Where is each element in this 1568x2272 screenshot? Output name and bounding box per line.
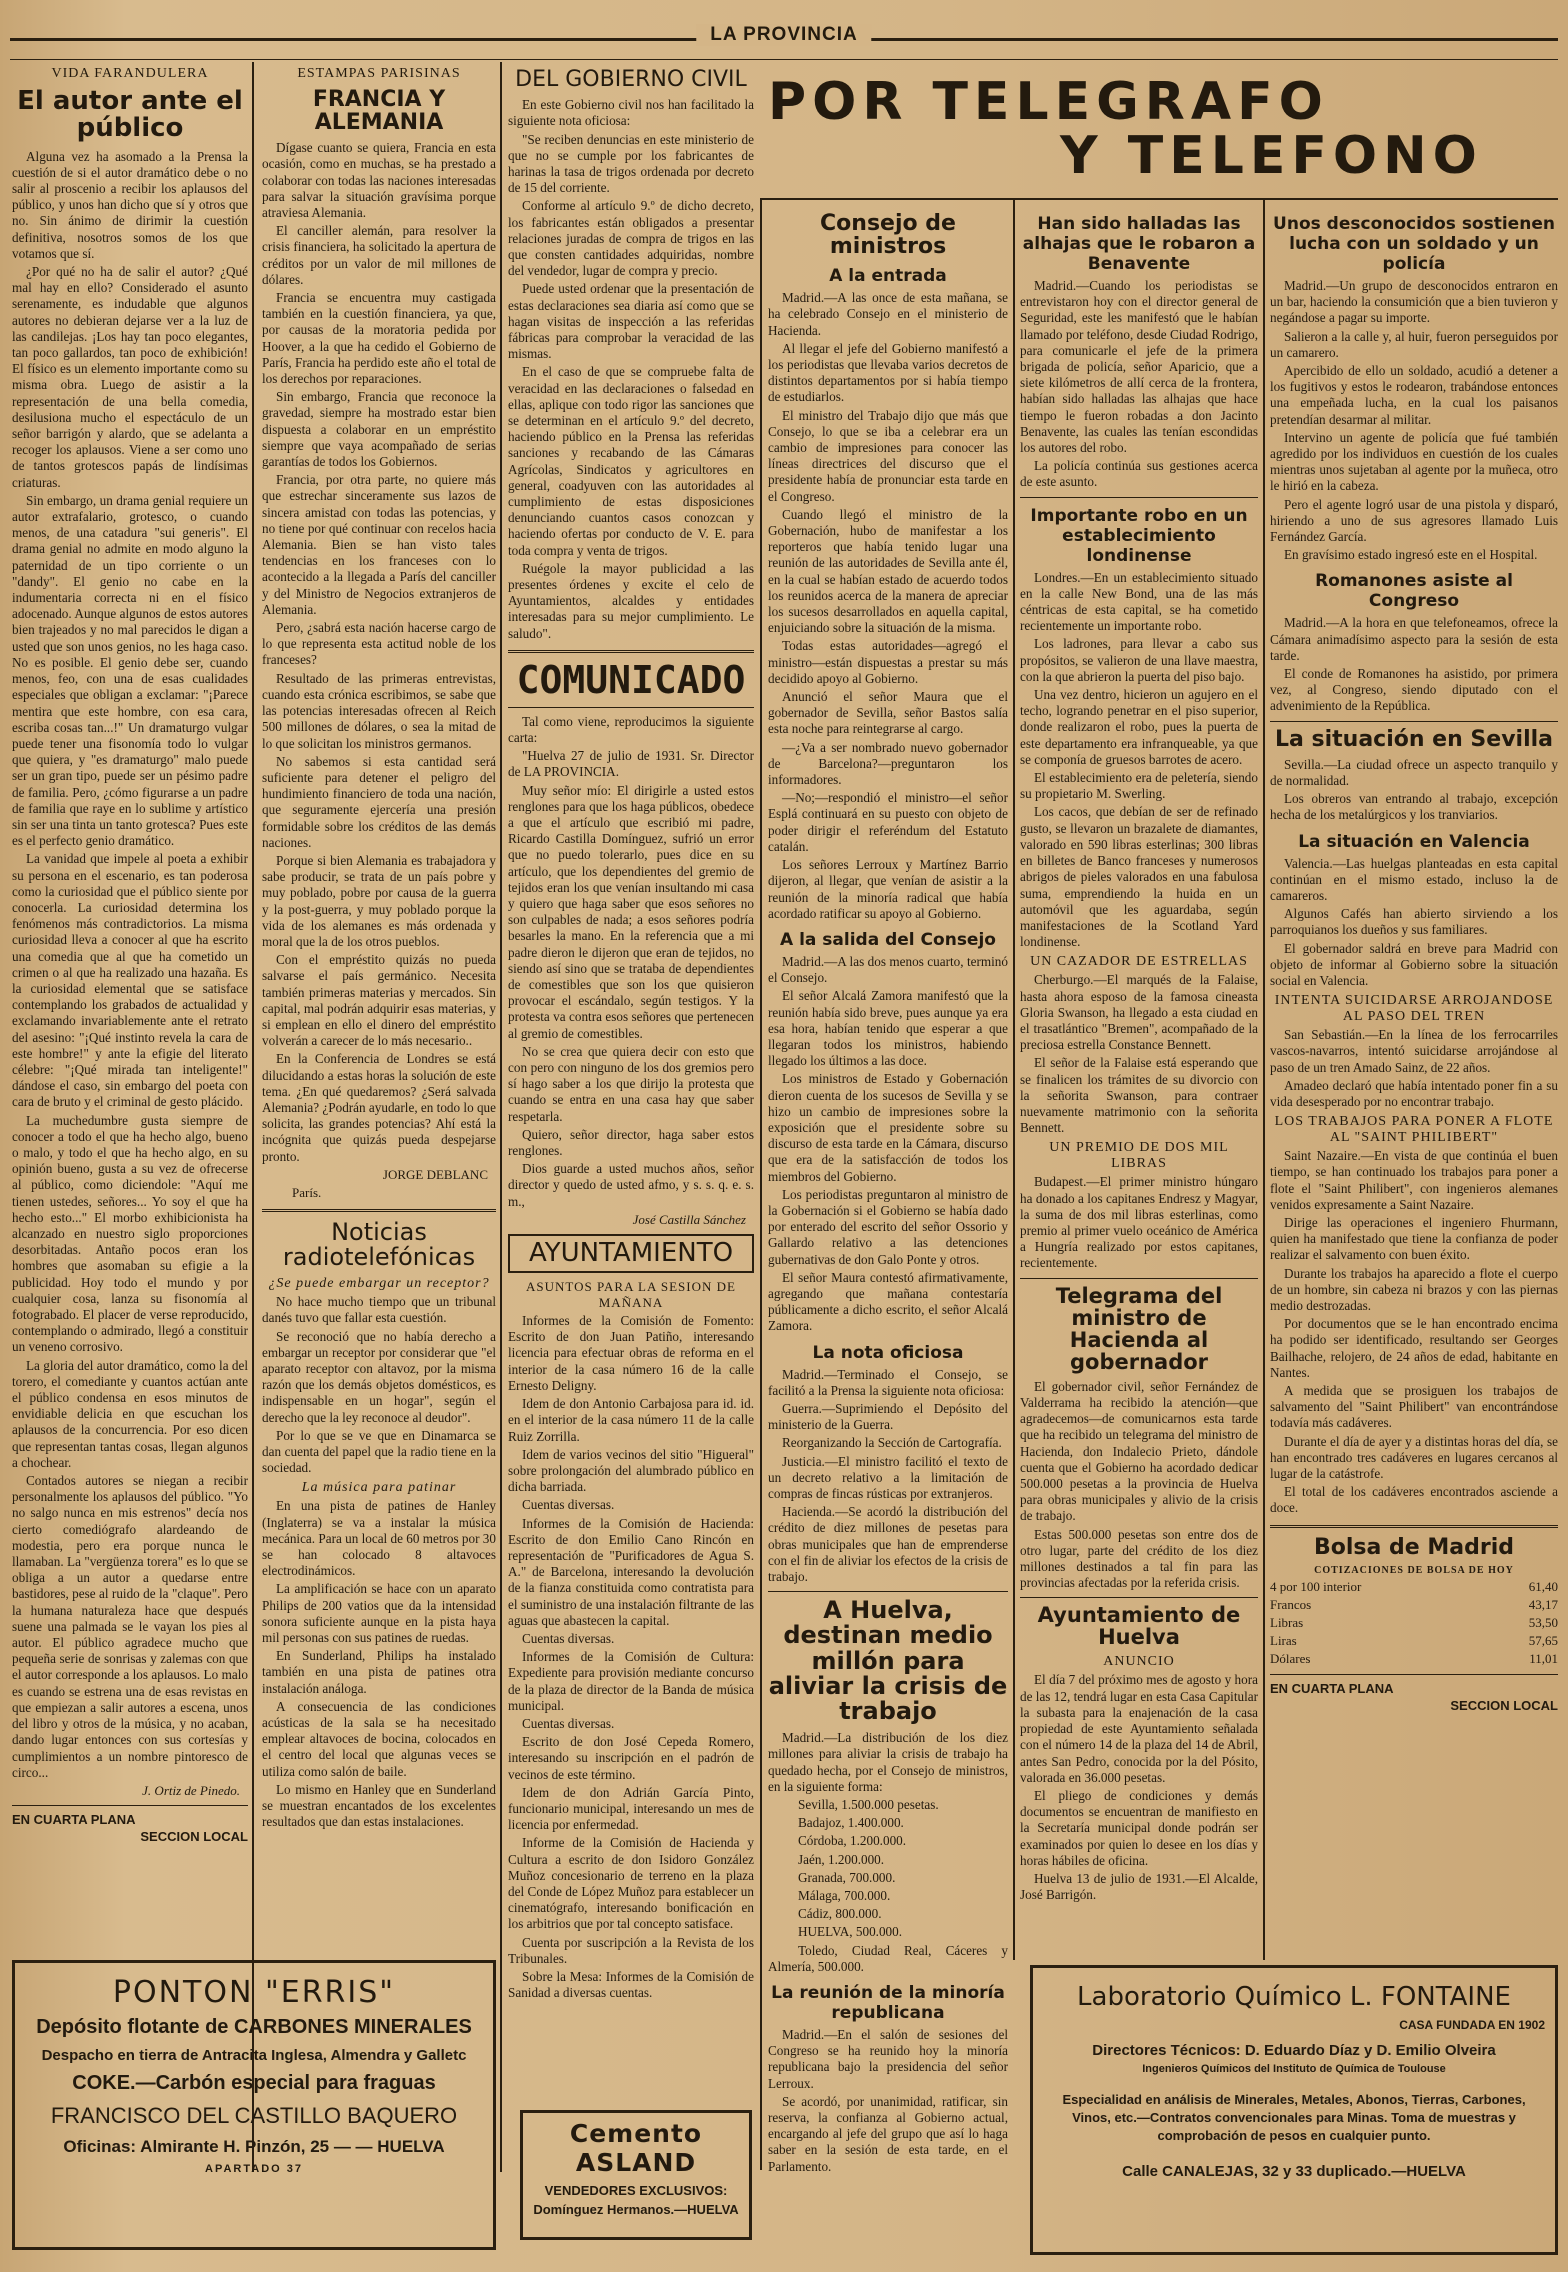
article-headline: COMUNICADO	[516, 657, 746, 702]
paragraph: Francia, por otra parte, no quiere más que estrechar sinceramente sus lazos de sincera amistad con todas las potencias, y no tiene por qué continuar con recelos hacia Alemania. Bien se han visto tales tendencias en los franceses con lo acontecido a la llegada a París del canciller y del Ministro de Negocios extranjeros de Alemania.	[262, 472, 496, 617]
list-item: Granada, 700.000.	[798, 1869, 896, 1885]
paragraph: Salieron a la calle y, al huir, fueron perseguidos por un camarero.	[1270, 328, 1558, 360]
paragraph: Huelva 13 de julio de 1931.—El Alcalde, José Barrigón.	[1020, 1870, 1258, 1903]
paragraph: —No;—respondió el ministro—el señor Esplá continuará en su puesto con objeto de poder dirigir el referéndum del Estatuto catalán.	[768, 790, 1008, 854]
article-signature: JORGE DEBLANC	[382, 1166, 488, 1182]
paragraph: Puede usted ordenar que la presentación de estas declaraciones sea diaria así como que se hagan visitas de inspección a las referidas fábricas para comprobar la veracidad de las mismas.	[508, 281, 754, 362]
paragraph: Los cacos, que debían de ser de refinado gusto, se llevaron un brazalete de diamantes, valorado en 590 libras esterlinas; 300 libras en billetes de Banco franceses y numerosos abrigos de pieles valorados en una fabulosa suma, emprendiendo la huida en un automóvil que les aguardaba, según manifestaciones de la Scotland Yard londinense.	[1020, 804, 1258, 950]
paragraph: Madrid.—A las once de esta mañana, se ha celebrado Consejo en el ministerio de Hacienda.	[768, 290, 1008, 338]
table-cell: 53,50	[1528, 1614, 1558, 1630]
divider	[768, 1591, 1008, 1592]
paragraph: Por lo que se ve que en Dinamarca se dan cuenta del papel que la radio tiene en la sociedad.	[262, 1427, 496, 1476]
table-cell: Dólares	[1270, 1650, 1311, 1666]
masthead-title: LA PROVINCIA	[696, 24, 871, 46]
ayuntamiento-box	[508, 1234, 754, 1273]
paragraph: La amplificación se hace con un aparato Philips de 200 vatios que da la intensidad sonora suficiente aunque en la pista haya mil personas con sus patines de ruedas.	[262, 1581, 496, 1646]
paragraph: Apercibido de ello un soldado, acudió a detener a los fugitivos y estos le rodearon, trabándose entonces una empeñada lucha, en la cual los paisanos pretendían desarmar al militar.	[1270, 363, 1558, 427]
paragraph: No sabemos si esta cantidad será suficiente para detener el peligro del hundimiento financiero de toda una nación, que seguramente ejercería una presión formidable sobre los créditos de las demás naciones.	[262, 753, 496, 850]
paragraph: Amadeo declaró que había intentado poner fin a su vida desesperado por no encontrar trabajo.	[1270, 1077, 1558, 1110]
divider	[508, 650, 754, 653]
advert-line: Domínguez Hermanos.—HUELVA	[533, 2202, 739, 2217]
paragraph: Cuentas diversas.	[522, 1715, 615, 1731]
paragraph: En este Gobierno civil nos han facilitado la siguiente nota oficiosa:	[508, 97, 754, 129]
paragraph: La gloria del autor dramático, como la del torero, el comediante y cuantos actúan ante el público condensa en esos minutos de envidiable delicia en que escuchan los aplausos de la concurrencia. Por eso dicen que representan tantas cosas, llegan algunos a chochear.	[12, 1357, 248, 1470]
paragraph: Sevilla.—La ciudad ofrece un aspecto tranquilo y de normalidad.	[1270, 756, 1558, 788]
article-signature: José Castilla Sánchez	[632, 1211, 746, 1227]
divider	[1020, 497, 1258, 498]
article-headline: El autor ante el público	[17, 86, 243, 144]
paragraph: Los ladrones, para llevar a cabo sus propósitos, se valieron de una llave maestra, con la que abrieron la puerta del piso bajo.	[1020, 636, 1258, 684]
advert-laboratorio-fontaine	[1030, 1965, 1558, 2255]
paragraph: Al llegar el jefe del Gobierno manifestó a los periodistas que llevaba varios decretos de distintos departamentos por si había tiempo de estudiarlos.	[768, 340, 1008, 405]
article-headline: INTENTA SUICIDARSE ARROJANDOSE AL PASO DEL TREN	[1274, 993, 1554, 1025]
banner-line: Y TELEFONO	[1060, 126, 1483, 186]
advert-line: APARTADO 37	[205, 2163, 303, 2175]
article-headline: AYUNTAMIENTO	[528, 1237, 734, 1268]
list-item: Cádiz, 800.000.	[798, 1906, 882, 1922]
paragraph: La muchedumbre gusta siempre de conocer a todo el que ha hecho algo, bueno o malo, y todo el que ha hecho algo, en su opinión bueno, gusta a su vez de ofrecerse al público, como diciendole: "Aquí me tienen ustedes, señores... Yo soy el que ha hecho esto..." El morbo exhibicionista ha alcanzado en nuestro siglo proporciones desorbitadas. Antaño pocos eran los hombres que asomaban su efigie a la publicidad. Hoy todo el mundo y por cualquier cosa, lanza su fisonomía al fotograbado. El placer de verse reproducido, contemplando o admirado, llegó a constituir un veneno corrosivo.	[12, 1112, 248, 1355]
paragraph: A consecuencia de las condiciones acústicas de la sala se ha necesitado emplear altavoces de bocina, colocados en el centro del local que algunas veces se utiliza como salón de baile.	[262, 1698, 496, 1779]
paragraph: Intervino un agente de policía que fué también agredido por los individuos en cuestión de los cuales mientras unos sujetaban al agente por la muñeca, otro le hirió en la cabeza.	[1270, 429, 1558, 494]
paragraph: Informes de la Comisión de Hacienda: Escrito de don Emilio Cano Rincón en representación de "Purificadores de Agua S. A." de Barcelona, interesando la devolución de la fianza constituida como contratista para el suministro de una instalación filtrante de las aguas que abastecen la capital.	[508, 1515, 754, 1628]
article-subhead: ¿Se puede embargar un receptor?	[268, 1276, 490, 1292]
paragraph: El establecimiento era de peletería, siendo su propietario M. Swerling.	[1020, 770, 1258, 802]
list-item: Toledo, Ciudad Real, Cáceres y Almería, 500.000.	[768, 1942, 1008, 1974]
exchange-table	[1270, 1578, 1558, 1668]
paragraph: El día 7 del próximo mes de agosto y hora de las 12, tendrá lugar en esta Casa Capitular la subasta para la enajenación de la casa propiedad de este Ayuntamiento señalada con el número 14 de la plaza del 14 de Abril, antes San Pedro, conocida por la del Pósito, valorada en 36.000 pesetas.	[1020, 1672, 1258, 1785]
paragraph: En gravísimo estado ingresó este en el Hospital.	[1284, 547, 1538, 563]
paragraph: Informes de la Comisión de Fomento: Escrito de don Juan Patiño, interesando licencia para efectuar obras de reforma en el interior de la casa número 16 de la calle Ernesto Deligny.	[508, 1313, 754, 1393]
paragraph: En una pista de patines de Hanley (Inglaterra) se va a instalar la música mecánica. Para un local de 60 metros por 30 se han colocado 8 altavoces electrodinámicos.	[262, 1498, 496, 1579]
table-cell: Francos	[1270, 1596, 1312, 1612]
footnote-line: EN CUARTA PLANA	[1270, 1680, 1394, 1696]
paragraph: "Huelva 27 de julio de 1931. Sr. Director de LA PROVINCIA.	[508, 748, 754, 780]
article-headline: La situación en Valencia	[1298, 831, 1530, 852]
paragraph: ¿Por qué no ha de salir el autor? ¿Qué mal hay en ello? Considerado el asunto serenamente, es indudable que algunos autores no debieran dejarse ver a la luz de las candilejas. ¡Los hay tan poco elegantes, tan poco gallardos, tan poco de exhibición! El físico es un elemento importante como su misma obra. Luego de asistir a la representación de una bella comedia, desilusiona mucho el espectáculo de un señor barrigón y alardo, que se adelanta a recoger los aplausos. Viene a ser como uno de tantos grotescos papás de lindísimas criaturas.	[12, 264, 248, 490]
paragraph: Ruégole la mayor publicidad a las presentes órdenes y excite el celo de Ayuntamientos, alcaldes y entidades interesadas para su mejor cumplimiento. Le saludo".	[508, 560, 754, 641]
footnote-line: EN CUARTA PLANA	[12, 1811, 136, 1827]
paragraph: Idem de don Adrián García Pinto, funcionario municipal, interesando un mes de licencia por enfermedad.	[508, 1784, 754, 1833]
article-subhead: La nota oficiosa	[812, 1342, 964, 1363]
paragraph: El señor Alcalá Zamora manifestó que la reunión había sido breve, pues aunque ya era esa hora, habían tenido que esperar a que llegaran todos los ministros, habiendo llegado los últimos a las doce.	[768, 988, 1008, 1069]
divider	[1020, 1597, 1258, 1598]
article-subhead: La reunión de la minoría republicana	[771, 1983, 1005, 2023]
paragraph: Francia se encuentra muy castigada también en la cuestión financiera, ya que, por causas de la moratoria pedida por Hoover, a la que ha cedido el Gobierno de París, Francia ha perdido este año el total de los derechos por reparaciones.	[262, 290, 496, 387]
paragraph: No hace mucho tiempo que un tribunal danés tuvo que fallar esta cuestión.	[262, 1294, 496, 1326]
advert-ponton-erris	[12, 1960, 496, 2250]
advert-title: Cemento ASLAND	[569, 2119, 703, 2177]
advert-title: Laboratorio Químico L. FONTAINE	[1077, 1982, 1511, 2012]
article-headline: La situación en Sevilla	[1274, 726, 1554, 752]
paragraph: Se acordó, por unanimidad, ratificar, sin reserva, la confianza al Gobierno actual, encargando al jefe del grupo que así lo haga saber en la sesión de esta tarde, en el Parlamento.	[768, 2093, 1008, 2174]
table-cell: Libras	[1270, 1614, 1304, 1630]
paragraph: No se crea que quiera decir con esto que con pero con ninguno de los dos gremios pero sí hago saber a los que dirijo la protesta que cuando se entra en una casa hay que saber respetarla.	[508, 1043, 754, 1124]
paragraph: Sin embargo, un drama genial requiere un autor extrafalario, grotesco, o cuando menos, de una catadura "sui generis". El drama genial no admite en modo alguno la paternidad de un tipo corriente o un "dandy". El genio no cabe en la indumentaria correcta ni en el físico adocenado. Aunque algunos de estos autores bien trajeados y no mal parecidos le digan a usted que son unos genios, no les haga caso. No es posible. El genio debe ser, cuando menos, feo, con una de esas cualidades especiales que obligan a exclamar: "¡Parece mentira que este hombre, con esa cara, escriba cosas tan...!" Un dramaturgo vulgar puede tener una fisonomía todo lo vulgar que quiera, y "es dramaturgo" malo puede ser un gran tipo, puede ser un pésimo padre de familia. Pero, ¿cómo figurarse a un padre de familia que raye en lo sublime y artístico sin ser una tinta un tanto grotesca? Pues este es el perfecto genio dramático.	[12, 492, 248, 849]
article-headline: Romanones asiste al Congreso	[1315, 571, 1513, 612]
divider	[12, 1805, 248, 1806]
article-headline: Importante robo en un establecimiento londinense	[1030, 505, 1248, 566]
divider	[1270, 1525, 1558, 1528]
list-item: Córdoba, 1.200.000.	[798, 1833, 907, 1849]
paragraph: "Se reciben denuncias en este ministerio de que no se cumple por los fabricantes de harinas la tasa de trigos ordenada por decreto de 15 del corriente.	[508, 131, 754, 196]
column-6	[1270, 206, 1558, 1956]
banner-line: POR TELEGRAFO	[768, 72, 1329, 132]
column-rule	[760, 200, 762, 2170]
paragraph: San Sebastián.—En la línea de los ferrocarriles vascos-navarros, intentó suicidarse arrojándose al paso de un tren Amado Sainz, de 22 años.	[1270, 1027, 1558, 1075]
footnote-line: SECCION LOCAL	[140, 1828, 248, 1844]
paragraph: Londres.—En un establecimiento situado en la calle New Bond, una de las más céntricas de esta capital, se ha cometido recientemente un importante robo.	[1020, 569, 1258, 634]
divider	[262, 1209, 496, 1212]
article-headline: A Huelva, destinan medio millón para aliviar la crisis de trabajo	[768, 1596, 1008, 1725]
divider	[508, 707, 754, 708]
paragraph: En el caso de que se compruebe falta de veracidad en las declaraciones o falsedad en ellas, aplique con todo rigor las sanciones que se determinan en el artículo 9.º del decreto, haciendo público en la Prensa las referidas sanciones y recabando de las Cámaras Agrícolas, Sindicatos y agricultores en general, coadyuven con las autoridades al cumplimiento de estas disposiciones denunciando cuantos casos conozcan y haciendo ofertas por conducto de V. E. para toda compra y venta de trigos.	[508, 364, 754, 558]
paragraph: Madrid.—En el salón de sesiones del Congreso se ha reunido hoy la minoría republicana bajo la presidencia del señor Lerroux.	[768, 2027, 1008, 2091]
article-headline: UN PREMIO DE DOS MIL LIBRAS	[1049, 1140, 1229, 1172]
advert-line: Depósito flotante de CARBONES MINERALES	[36, 2016, 472, 2038]
masthead-rule	[10, 24, 1558, 60]
list-item: Málaga, 700.000.	[798, 1887, 891, 1903]
paragraph: Escrito de don José Cepeda Romero, interesando su inscripción en el padrón de vecinos de este término.	[508, 1734, 754, 1782]
advert-line: Despacho en tierra de Antracita Inglesa, Almendra y Galletc	[41, 2047, 467, 2064]
column-rule	[252, 62, 254, 2172]
paragraph: Por documentos que se le han encontrado encima ha podido ser identificado, resultando ser Georges Bailhache, relojero, de 24 años de edad, habitante en Nantes.	[1270, 1316, 1558, 1380]
paragraph: Madrid.—A la hora en que telefoneamos, ofrece la Cámara animadísimo aspecto para la sesión de esta tarde.	[1270, 615, 1558, 663]
advert-line: CASA FUNDADA EN 1902	[1399, 2018, 1545, 2032]
table-cell: Liras	[1270, 1632, 1297, 1648]
paragraph: Hacienda.—Se acordó la distribución del crédito de diez millones de pesetas para obras municipales que han de emprenderse con el fin de aliviar los efectos de la crisis de trabajo.	[768, 1504, 1008, 1585]
section-kicker: VIDA FARANDULERA	[51, 66, 209, 81]
article-headline: FRANCIA Y ALEMANIA	[312, 87, 446, 136]
divider	[1270, 721, 1558, 722]
paragraph: El ministro del Trabajo dijo que más que Consejo, lo que se iba a celebrar era un cambio de impresiones para conocer las líneas directrices del discurso que el presidente había de pronunciar esta tarde en el Congreso.	[768, 407, 1008, 504]
paragraph: Cuando llegó el ministro de la Gobernación, hubo de manifestar a los reporteros que había tenido lugar una reunión de las autoridades de Sevilla ante él, en la cual se habían estado de acuerdo todos los reunidos acerca de la manera de apreciar los sucesos desarrollados en aquella capital, enjuiciando sobre la situación de la misma.	[768, 506, 1008, 636]
table-row	[1270, 1614, 1558, 1632]
column-3	[508, 62, 754, 2162]
paragraph: Durante los trabajos ha aparecido a flote el cuerpo de un hombre, sin cabeza ni brazos y con las piernas medio destrozadas.	[1270, 1265, 1558, 1314]
article-place: París.	[292, 1184, 322, 1200]
section-kicker: ESTAMPAS PARISINAS	[297, 66, 461, 81]
paragraph: Estas 500.000 pesetas son entre dos de otro lugar, parte del crédito de los diez millones destinados a tal fin para las provincias afectadas por la referida crisis.	[1020, 1526, 1258, 1591]
paragraph: Cherburgo.—El marqués de la Falaise, hasta ahora esposo de la famosa cineasta Gloria Swanson, ha llegado a esta ciudad en el trasatlántico "Bremen", acompañado de la preciosa estrella Constance Bennett.	[1020, 972, 1258, 1053]
paragraph: Quiero, señor director, haga saber estos renglones.	[508, 1126, 754, 1158]
paragraph: Los ministros de Estado y Gobernación dieron cuenta de los sucesos de Sevilla y se hizo un cambio de impresiones sobre la exposición que el presidente sobre su discurso de esta tarde en la Cámara, discurso que era de la satisfacción de todos los miembros del Gobierno.	[768, 1071, 1008, 1184]
article-headline: Bolsa de Madrid	[1314, 1534, 1514, 1560]
paragraph: Contados autores se niegan a recibir personalmente los aplausos del público. "Yo no salgo nunca en mis estrenos" decía nos cierto comediógrafo alardeando de modestia, pero era porque nunca le llamaban. La "vergüenza torera" es lo que se obliga a un autor a quedarse entre bastidores, pese al ruido de la "claque". Pero la humana naturaleza hace que después suene una palmada se le vayan los pies al autor. El público agradece mucho que pequeña serie de sonrisas y zalemas con que el autor corresponde a los aplausos. Lo malo es cuando se estrena una de esas revistas en que empiezan a salir autores a escena, unos del libro y otros de la música, y no acaban, dando lugar entonces con sus cortesías y cumplimientos a un nombre pintoresco de circo...	[12, 1473, 248, 1780]
article-body	[12, 149, 248, 1781]
table-row	[1270, 1650, 1558, 1668]
paragraph: Con el empréstito quizás no pueda salvarse el país germánico. Necesita también primeras materias y mercados. Sin capital, mal podrán adquirir esas materias, y si emplean en ello el dinero del empréstito volverán a carecer de lo más necesario..	[262, 952, 496, 1049]
advert-line: Calle CANALEJAS, 32 y 33 duplicado.—HUELVA	[1122, 2163, 1466, 2180]
advert-line: Especialidad en análisis de Minerales, Metales, Abonos, Tierras, Carbones, Vinos, etc.—Contratos convencionales para Minas. Toma de muestras y comprobación de pesos en cualquier punto.	[1062, 2092, 1526, 2143]
paragraph: Cuentas diversas.	[522, 1630, 615, 1646]
paragraph: Muy señor mío: El dirigirle a usted estos renglones para que los haga públicos, obedece a que el artículo que escribió mi padre, Ricardo Castilla Domínguez, sufrió un error que no puedo tolerarlo, pues dice en su artículo, que los dependientes del gremio de tejidos eran los que venían insultando mi casa y quiero que haga saber que esos señores no son culpables de nada; a esos señores podría besarles la mano. En la referencia que a mi padre dieron le dijeron que eran de tejidos, no siendo así sino que se trataba de dependientes de comestibles que son los que quisieron provocar el escándalo, según testigos. Y la protesta va contra esos señores que pertenecen al gremio de comestibles.	[508, 782, 754, 1041]
divider	[1020, 1278, 1258, 1279]
paragraph: Pero el agente logró usar de una pistola y disparó, hiriendo a uno de sus agresores llamado Luis Fernández García.	[1270, 496, 1558, 545]
article-headline: Consejo de ministros	[820, 211, 956, 260]
paragraph: Dirige las operaciones el ingeniero Fhurmann, quien ha manifestado que tiene la confianza de poder realizar el salvamento con buen éxito.	[1270, 1215, 1558, 1263]
table-cell: 57,65	[1528, 1632, 1558, 1648]
divider	[760, 198, 1558, 200]
advert-line: COKE.—Carbón especial para fraguas	[72, 2072, 436, 2094]
article-headline: Han sido halladas las alhajas que le robaron a Benavente	[1022, 214, 1256, 274]
paragraph: Conforme al artículo 9.º de dicho decreto, los fabricantes están obligados a presentar relaciones juradas de compra de trigos en las que consten cantidades adquiridas, nombre del vendedor, lugar de compra y precio.	[508, 198, 754, 279]
table-row	[1270, 1578, 1558, 1596]
paragraph: En Sunderland, Philips ha instalado también en una pista de patines otra instalación análoga.	[262, 1648, 496, 1696]
article-subhead: ANUNCIO	[1103, 1654, 1175, 1670]
paragraph: Informes de la Comisión de Cultura: Expediente para provisión mediante concurso de la plaza de director de la Banda de música municipal.	[508, 1649, 754, 1713]
paragraph: Madrid.—Terminado el Consejo, se facilitó a la Prensa la siguiente nota oficiosa:	[768, 1366, 1008, 1398]
divider	[1270, 1674, 1558, 1675]
paragraph: En la Conferencia de Londres se está dilucidando a estas horas la solución de este tema. ¿En qué quedaremos? ¿Será salvada Alemania? ¿Podrán ayudarle, en todo lo que solicita, las grandes potencias? Ahí está la incógnita que quizás pueda despejarse pronto.	[262, 1051, 496, 1164]
article-headline: LOS TRABAJOS PARA PONER A FLOTE AL "SAINT PHILIBERT"	[1274, 1114, 1554, 1146]
paragraph: El pliego de condiciones y demás documentos se encuentran de manifiesto en la Secretaría municipal donde podrán ser examinados por quien lo desee en los días y horas hábiles de oficina.	[1020, 1787, 1258, 1868]
table-cell: 43,17	[1528, 1596, 1558, 1612]
paragraph: La policía continúa sus gestiones acerca de este asunto.	[1020, 458, 1258, 490]
paragraph: Durante el día de ayer y a distintas horas del día, se han encontrado tres cadáveres en lugares cercanos al lugar de la catástrofe.	[1270, 1433, 1558, 1482]
paragraph: El conde de Romanones ha asistido, por primera vez, al Congreso, siendo diputado con el advenimiento de la República.	[1270, 666, 1558, 714]
article-subhead: A la salida del Consejo	[780, 929, 996, 950]
paragraph: Idem de don Antonio Carbajosa para id. id. en el interior de la casa número 11 de la calle Ruiz Zorrilla.	[508, 1396, 754, 1444]
paragraph: Todas estas autoridades—agregó el ministro—están dispuestas a prestar su más decidido apoyo al Gobierno.	[768, 638, 1008, 686]
paragraph: Pero, ¿sabrá esta nación hacerse cargo de lo que representa esta actitud noble de los franceses?	[262, 620, 496, 668]
table-caption: COTIZACIONES DE BOLSA DE HOY	[1314, 1564, 1514, 1576]
paragraph: Alguna vez ha asomado a la Prensa la cuestión de si el autor dramático debe o no salir al proscenio a recibir los aplausos del público, y unos han dicho que sí y otros que no. Sin ánimo de dirimir la cuestión definitiva, nosotros somos de los que votamos que sí.	[12, 148, 248, 261]
article-headline: Noticias radiotelefónicas	[282, 1217, 476, 1271]
table-row	[1270, 1596, 1558, 1614]
paragraph: Madrid.—Cuando los periodistas se entrevistaron hoy con el director general de Seguridad, este les manifestó que le habían llamado por teléfono, desde Ciudad Rodrigo, para comunicarle el jefe de la primera brigada de policía, señor Aparicio, que a siete kilómetros de allí cerca de la frontera, habían sido halladas las alhajas que hace tiempo le fueron robadas a don Jacinto Benavente, las cuales las tenían escondidas los autores del robo.	[1020, 278, 1258, 456]
column-4	[768, 206, 1008, 2174]
paragraph: Los obreros van entrando al trabajo, excepción hecha de los metalúrgicos y los tranviarios.	[1270, 791, 1558, 823]
advert-line: FRANCISCO DEL CASTILLO BAQUERO	[50, 2103, 458, 2128]
paragraph: La vanidad que impele al poeta a exhibir su persona en el escenario, es tan poderosa como la curiosidad que el público siente por conocerla. La curiosidad determina los fenómenos más contradictorios. La misma curiosidad lleva a conocer al que ha escrito una comedia que al que ha cometido un crimen o al que ha realizado una hazaña. Es la curiosidad elemental que se satisface contemplando los grabados de actualidad y exclamando invariablemente ante el retrato del asesino: "¡Qué instinto revela la cara de este hombre!" y ante la efigie del literato célebre: "¡Qué mirada tan inteligente!" dándose el caso, sin embargo del poeta con cara de bruto y el criminal de gesto plácido.	[12, 851, 248, 1110]
footnote-line: SECCION LOCAL	[1450, 1697, 1558, 1713]
list-item: Sevilla, 1.500.000 pesetas.	[798, 1796, 939, 1812]
column-rule	[1013, 200, 1015, 1960]
article-headline: Ayuntamiento de Huelva	[1037, 1603, 1241, 1650]
list-item: HUELVA, 500.000.	[798, 1924, 903, 1940]
table-cell: 11,01	[1529, 1650, 1558, 1666]
paragraph: Cuentas diversas.	[522, 1497, 615, 1513]
advert-line: Oficinas: Almirante H. Pinzón, 25 — — HUELVA	[63, 2137, 445, 2156]
article-headline: Unos desconocidos sostienen lucha con un soldado y un policía	[1273, 214, 1555, 274]
paragraph: El canciller alemán, para resolver la crisis financiera, ha solicitado la apertura de créditos por un valor de mil millones de dólares.	[262, 223, 496, 287]
paragraph: Dios guarde a usted muchos años, señor director y quedo de usted afmo, y s. s. q. e. s. m.,	[508, 1161, 754, 1209]
paragraph: Idem de varios vecinos del sitio "Higueral" sobre prolongación del alumbrado público en dicha barriada.	[508, 1446, 754, 1495]
article-headline: Telegrama del ministro de Hacienda al gobernador	[1055, 1283, 1223, 1374]
table-row	[1270, 1632, 1558, 1650]
paragraph: Informe de la Comisión de Hacienda y Cultura a escrito de don Isidoro González Muñoz concesionario de terreno en la plaza del Conde de López Muñoz para establecer un cinematógrafo, interesando bonificación en los arbitrios que por tal concepto satisface.	[508, 1835, 754, 1932]
advert-line: Ingenieros Químicos del Instituto de Química de Toulouse	[1142, 2063, 1446, 2075]
paragraph: Resultado de las primeras entrevistas, cuando esta crónica escribimos, se sabe que las potencias interesadas ofrecen al Reich 500 millones de dólares, o sea la mitad de lo que solicitan los ministros germanos.	[262, 670, 496, 751]
column-5	[1020, 206, 1258, 1956]
paragraph: Sobre la Mesa: Informes de la Comisión de Sanidad a diversas cuentas.	[508, 1969, 754, 2001]
article-subhead: ASUNTOS PARA LA SESION DE MAÑANA	[526, 1279, 736, 1311]
list-item: Jaén, 1.200.000.	[798, 1851, 885, 1867]
column-1	[12, 62, 248, 1952]
column-rule	[500, 62, 502, 2172]
paragraph: Guerra.—Suprimiendo el Depósito del ministerio de la Guerra.	[768, 1400, 1008, 1433]
article-subhead: A la entrada	[829, 266, 947, 287]
paragraph: Cuenta por suscripción a la Revista de los Tribunales.	[508, 1934, 754, 1966]
list-item: Badajoz, 1.400.000.	[798, 1815, 904, 1831]
paragraph: Lo mismo en Hanley que en Sunderland se muestran encantados de los excelentes resultados que dan estas instalaciones.	[262, 1781, 496, 1830]
telegrafo-banner	[760, 62, 1558, 194]
paragraph: El señor Maura contestó afirmativamente, agregando que mañana contestaría públicamente a dicho escrito, el señor Alcalá Zamora.	[768, 1269, 1008, 1334]
paragraph: A medida que se prosiguen los trabajos de salvamento del "Saint Philibert" van encontrándose todavía más cadáveres.	[1270, 1383, 1558, 1431]
advert-line: VENDEDORES EXCLUSIVOS:	[544, 2183, 728, 2198]
article-headline: DEL GOBIERNO CIVIL	[515, 67, 747, 92]
paragraph: Una vez dentro, hicieron un agujero en el techo, logrando penetrar en el piso superior, donde realizaron el robo, pues la puerta de este departamento era infranqueable, ya que se componía de gruesos barrotes de acero.	[1020, 687, 1258, 767]
paragraph: Justicia.—El ministro facilitó el texto de un decreto relativo a la limitación de compras de fincas rústicas por extranjeros.	[768, 1453, 1008, 1501]
advert-line: Directores Técnicos: D. Eduardo Díaz y D. Emilio Olveira	[1092, 2042, 1496, 2059]
paragraph: Madrid.—Un grupo de desconocidos entraron en un bar, haciendo la consumición que a bien tuvieron y negándose a pagar su importe.	[1270, 278, 1558, 326]
advert-title: PONTON "ERRIS"	[112, 1975, 396, 2010]
article-headline: UN CAZADOR DE ESTRELLAS	[1030, 954, 1248, 970]
article-subhead: La música para patinar	[301, 1480, 457, 1496]
table-cell: 61,40	[1528, 1578, 1558, 1594]
paragraph: Reorganizando la Sección de Cartografía.	[782, 1435, 1002, 1451]
paragraph: Los periodistas preguntaron al ministro de la Gobernación si el Gobierno se había dado por enterado del escrito del señor Ossorio y Gallardo relativo a las detenciones gubernativas de don Galo Ponte y otros.	[768, 1186, 1008, 1267]
paragraph: Se reconoció que no había derecho a embargar un receptor por considerar que "el aparato receptor con altavoz, por la misma razón que los demás objetos domésticos, es indispensable en un hogar", según el derecho que la ley reconoce al deudor".	[262, 1328, 496, 1425]
paragraph: Sin embargo, Francia que reconoce la gravedad, siempre ha mostrado estar bien dispuesta a colaborar en un empréstito siempre que vaya acompañado de serias garantías de todos los Gobiernos.	[262, 389, 496, 470]
article-signature: J. Ortiz de Pinedo.	[142, 1782, 240, 1798]
paragraph: El gobernador civil, señor Fernández de Valderrama ha recibido la atención—que agradecemos—de comunicarnos esta tarde que ha recibido un telegrama del ministro de Hacienda, don Indalecio Prieto, dándole cuenta que el Gobierno ha acordado dedicar 500.000 pesetas a la provincia de Huelva para obras municipales y alivio de la crisis de trabajo.	[1020, 1378, 1258, 1524]
paragraph: Anunció el señor Maura que el gobernador de Sevilla, señor Bastos salía esta noche para reintegrarse al cargo.	[768, 689, 1008, 737]
paragraph: Dígase cuanto se quiera, Francia en esta ocasión, como en muchas, se ha prestado a colaborar con todas las naciones interesadas para salvar la situación gravísima porque atraviesa Alemania.	[262, 140, 496, 220]
table-cell: 4 por 100 interior	[1270, 1578, 1362, 1594]
paragraph: Saint Nazaire.—En vista de que continúa el buen tiempo, se han continuado los trabajos para poner a flote el "Saint Philibert", con ingenieros alemanes venidos expresamente a Saint Nazaire.	[1270, 1148, 1558, 1212]
column-rule	[1263, 200, 1265, 1960]
paragraph: Algunos Cafés han abierto sirviendo a los parroquianos los dueños y sus familiares.	[1270, 906, 1558, 938]
advert-cemento-asland	[520, 2110, 752, 2240]
paragraph: Madrid.—La distribución de los diez millones para aliviar la crisis de trabajo ha quedado hecha, por el Consejo de ministros, en la siguiente forma:	[768, 1730, 1008, 1794]
paragraph: Tal como viene, reproducimos la siguiente carta:	[508, 713, 754, 745]
paragraph: Porque si bien Alemania es trabajadora y sabe producir, se trata de un país pobre y muy poblado, pobre por causa de la guerra y la post-guerra, y muy poblado porque la vida de los alemanes es más ordenada y moral que la de los otros pueblos.	[262, 852, 496, 949]
paragraph: Budapest.—El primer ministro húngaro ha donado a los capitanes Endresz y Magyar, la suma de dos mil libras esterlinas, como premio al primer vuelo oceánico de América a Hungría realizado por estos capitanes, recientemente.	[1020, 1174, 1258, 1271]
paragraph: Madrid.—A las dos menos cuarto, terminó el Consejo.	[768, 953, 1008, 986]
paragraph: Valencia.—Las huelgas planteadas en esta capital continúan en el mismo estado, incluso la de camareros.	[1270, 855, 1558, 903]
column-2	[262, 62, 496, 1952]
paragraph: —¿Va a ser nombrado nuevo gobernador de Barcelona?—preguntaron los informadores.	[768, 739, 1008, 788]
paragraph: Los señores Lerroux y Martínez Barrio dijeron, al llegar, que venían de asistir a la reunión de la minoría radical que había acordado ratificar su apoyo al Gobierno.	[768, 857, 1008, 921]
paragraph: El señor de la Falaise está esperando que se finalicen los trámites de su divorcio con la señorita Swanson, para contraer nuevamente matrimonio con la señorita Bennett.	[1020, 1055, 1258, 1136]
paragraph: El total de los cadáveres encontrados asciende a doce.	[1270, 1484, 1558, 1516]
paragraph: El gobernador saldrá en breve para Madrid con objeto de informar al Gobierno sobre la situación social en Valencia.	[1270, 940, 1558, 988]
